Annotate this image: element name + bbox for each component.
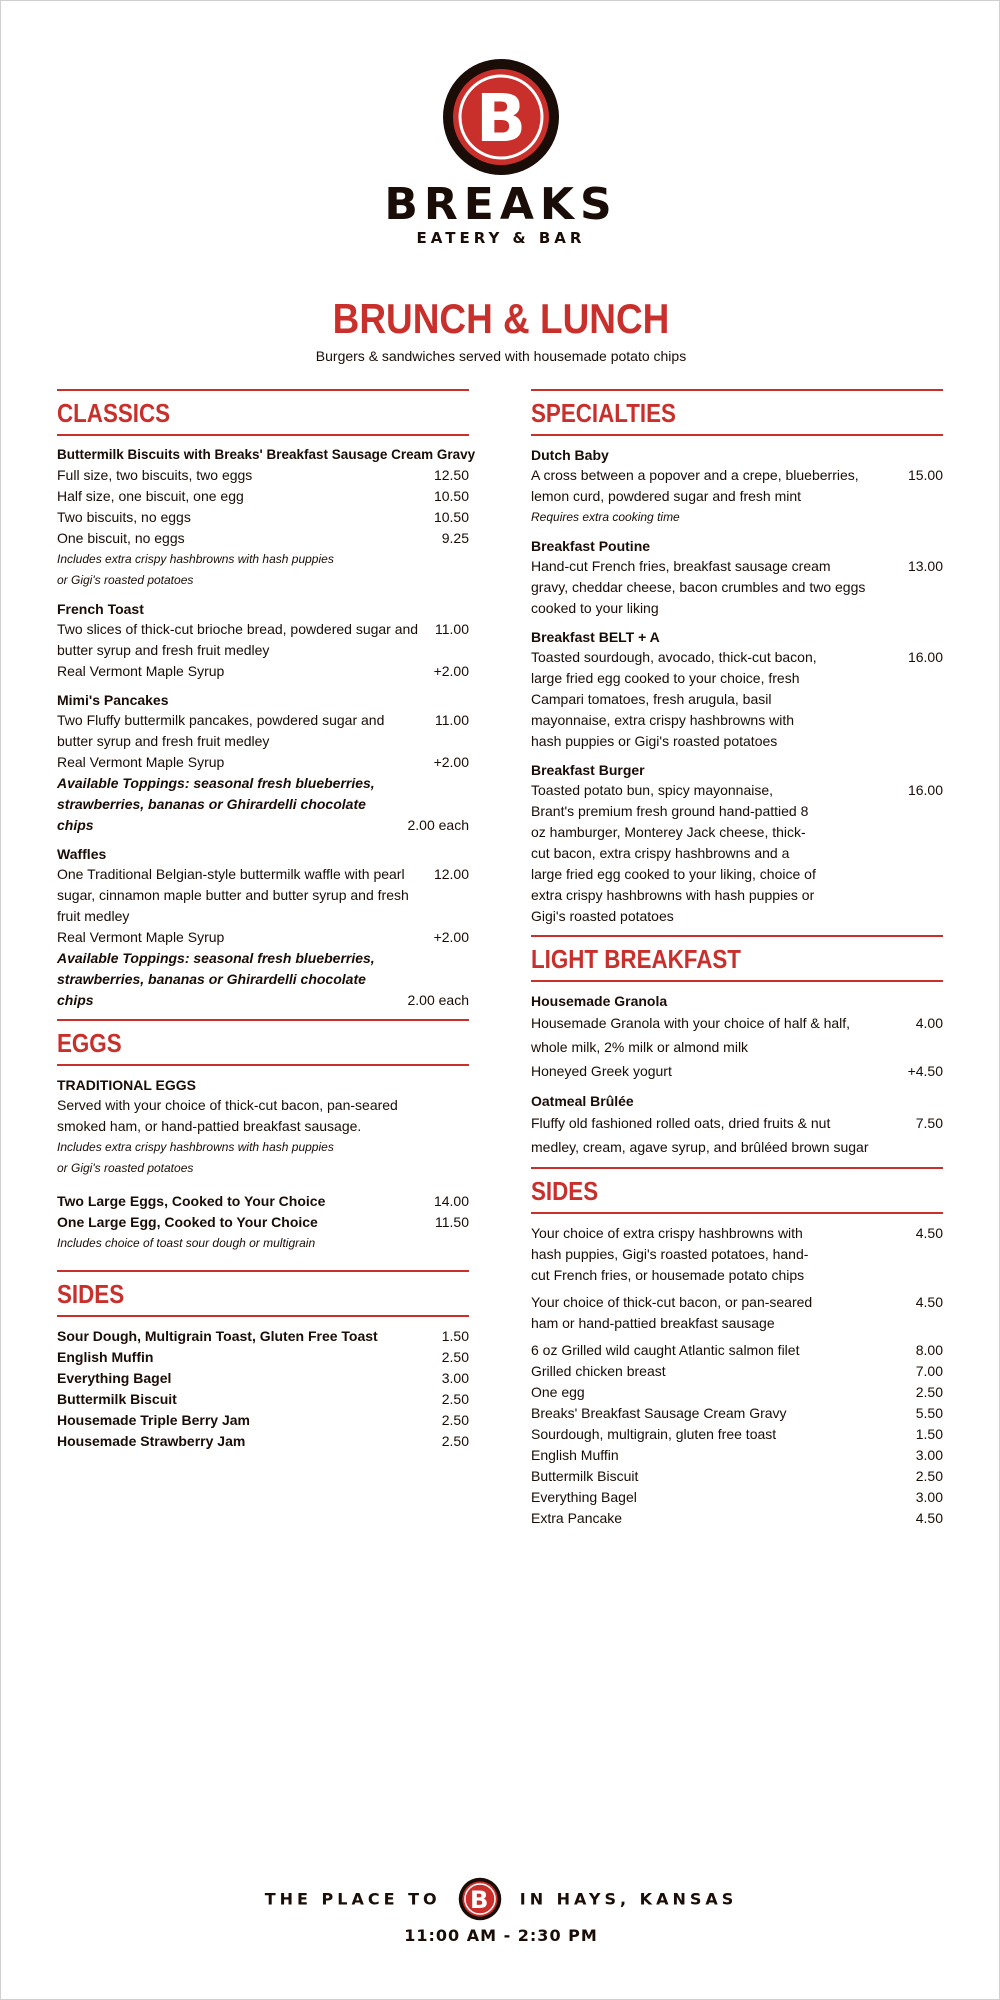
price-row: Everything Bagel 3.00 [57, 1370, 469, 1386]
sides-right-group [531, 1223, 943, 1529]
price-row: Real Vermont Maple Syrup +2.00 [57, 754, 469, 770]
svg-text:B: B [475, 80, 527, 157]
section-specialties [531, 389, 943, 436]
section-title: CLASSICS [57, 398, 171, 428]
section-sides-right [531, 1167, 943, 1214]
item-name: Breakfast Poutine [531, 538, 651, 554]
price-row: Fluffy old fashioned rolled oats, dried fruits & nut medley, cream, agave syrup, and brûléed brown sugar 7.50 [531, 1115, 943, 1155]
section-classics [57, 389, 469, 436]
menu-subtitle: Burgers & sandwiches served with housemade potato chips [315, 348, 687, 364]
right-column [531, 389, 943, 1537]
price-row: Full size, two biscuits, two eggs 12.50 [57, 467, 469, 483]
item-name: Dutch Baby [531, 447, 609, 463]
price-row: Honeyed Greek yogurt +4.50 [531, 1063, 943, 1079]
price-row: Sourdough, multigrain, gluten free toast 1.50 [531, 1426, 943, 1442]
price-row: Half size, one biscuit, one egg 10.50 [57, 488, 469, 504]
price-row: Housemade Granola with your choice of half & half, whole milk, 2% milk or almond milk 4.00 [531, 1015, 943, 1055]
price-row: Grilled chicken breast 7.00 [531, 1363, 943, 1379]
breaks-logo-icon [441, 57, 561, 177]
item-name: Oatmeal Brûlée [531, 1093, 634, 1109]
price-row: English Muffin 2.50 [57, 1349, 469, 1365]
price-row: Extra Pancake 4.50 [531, 1510, 943, 1526]
sides-left-group [57, 1326, 469, 1452]
tagline-right: IN HAYS, KANSAS [519, 1889, 738, 1909]
tagline-left: THE PLACE TO [264, 1889, 441, 1909]
french-toast-group [57, 599, 469, 682]
item-name: Mimi's Pancakes [57, 692, 169, 708]
left-column [57, 389, 476, 1460]
price-row: Hand-cut French fries, breakfast sausage cream gravy, cheddar cheese, bacon crumbles and two eggs cooked to your liking 13.00 [531, 558, 943, 616]
granola-group [531, 991, 943, 1083]
item-note: or Gigi's roasted potatoes [57, 1161, 194, 1175]
price-row: Sour Dough, Multigrain Toast, Gluten Free Toast 1.50 [57, 1328, 469, 1344]
price-row: Your choice of extra crispy hashbrowns with hash puppies, Gigi's roasted potatoes, hand-cut French fries, or housemade potato chips 4.50 [531, 1225, 943, 1283]
poutine-group [531, 536, 943, 619]
price-row: One biscuit, no eggs 9.25 [57, 530, 469, 546]
price-row: Breaks' Breakfast Sausage Cream Gravy 5.50 [531, 1405, 943, 1421]
item-note: Requires extra cooking time [531, 510, 680, 524]
section-eggs [57, 1019, 469, 1066]
price-row: One Large Egg, Cooked to Your Choice 11.50 [57, 1214, 469, 1230]
opening-hours: 11:00 AM - 2:30 PM [404, 1926, 598, 1945]
price-row: One egg 2.50 [531, 1384, 943, 1400]
section-light-breakfast [531, 935, 943, 982]
price-row: Available Toppings: seasonal fresh blueberries, strawberries, bananas or Ghirardelli chocolate chips 2.00 each [57, 950, 469, 1008]
oatmeal-group [531, 1091, 943, 1159]
svg-text:B: B [470, 1885, 491, 1914]
price-row: English Muffin 3.00 [531, 1447, 943, 1463]
item-name: Breakfast BELT + A [531, 629, 660, 645]
price-row: Housemade Triple Berry Jam 2.50 [57, 1412, 469, 1428]
brand-name: BREAKS [384, 179, 618, 230]
item-note: Includes extra crispy hashbrowns with hash puppies [57, 1140, 334, 1154]
biscuits-group [57, 445, 476, 591]
price-row: Two Large Eggs, Cooked to Your Choice 14.00 [57, 1193, 469, 1209]
price-row: Toasted sourdough, avocado, thick-cut bacon, large fried egg cooked to your choice, fresh Campari tomatoes, fresh arugula, basil mayonnaise, extra crispy hashbrowns with hash puppies or Gigi's roasted potatoes 16.00 [531, 649, 943, 749]
item-note: Includes extra crispy hashbrowns with hash puppies [57, 552, 334, 566]
item-note: Includes choice of toast sour dough or multigrain [57, 1236, 316, 1250]
section-sides-left [57, 1270, 469, 1317]
price-row: Available Toppings: seasonal fresh blueberries, strawberries, bananas or Ghirardelli chocolate chips 2.00 each [57, 775, 469, 833]
section-title: SIDES [531, 1176, 599, 1206]
price-row: Your choice of thick-cut bacon, or pan-seared ham or hand-pattied breakfast sausage 4.50 [531, 1294, 943, 1331]
section-title: SIDES [57, 1279, 125, 1309]
footer-tagline [1, 1877, 1000, 1921]
price-row: Real Vermont Maple Syrup +2.00 [57, 663, 469, 679]
price-row: A cross between a popover and a crepe, blueberries, lemon curd, powdered sugar and fresh mint 15.00 [531, 467, 943, 504]
item-name: French Toast [57, 601, 144, 617]
price-row: Buttermilk Biscuit 2.50 [531, 1468, 943, 1484]
item-name: Housemade Granola [531, 993, 668, 1009]
price-row: Toasted potato bun, spicy mayonnaise, Brant's premium fresh ground hand-pattied 8 oz hamburger, Monterey Jack cheese, thick-cut bacon, extra crispy hashbrowns and a large fried egg cooked to your liking, choice of extra crispy hashbrowns with hash puppies or Gigi's roasted potatoes 16.00 [531, 782, 943, 924]
belt-group [531, 627, 943, 752]
price-row: 6 oz Grilled wild caught Atlantic salmon filet 8.00 [531, 1342, 943, 1358]
section-title: LIGHT BREAKFAST [531, 944, 741, 974]
breaks-mini-logo-icon [458, 1877, 502, 1921]
price-row: Buttermilk Biscuit 2.50 [57, 1391, 469, 1407]
price-row: Two slices of thick-cut brioche bread, powdered sugar and butter syrup and fresh fruit medley 11.00 [57, 621, 469, 658]
burger-group [531, 760, 943, 927]
item-note: or Gigi's roasted potatoes [57, 573, 194, 587]
section-title: SPECIALTIES [531, 398, 676, 428]
eggs-group [57, 1075, 469, 1254]
price-row: Everything Bagel 3.00 [531, 1489, 943, 1505]
item-name: Breakfast Burger [531, 762, 645, 778]
price-row: One Traditional Belgian-style buttermilk waffle with pearl sugar, cinnamon maple butter and butter syrup and fresh fruit medley 12.00 [57, 866, 469, 924]
waffles-group [57, 844, 469, 1011]
item-name: TRADITIONAL EGGS [57, 1077, 196, 1093]
section-title: EGGS [57, 1028, 122, 1058]
price-row: Real Vermont Maple Syrup +2.00 [57, 929, 469, 945]
dutch-baby-group [531, 445, 943, 528]
price-row: Two biscuits, no eggs 10.50 [57, 509, 469, 525]
item-description: Served with your choice of thick-cut bacon, pan-seared smoked ham, or hand-pattied breakfast sausage. [57, 1097, 398, 1134]
price-row: Housemade Strawberry Jam 2.50 [57, 1433, 469, 1449]
menu-title: BRUNCH & LUNCH [332, 295, 670, 342]
item-name: Waffles [57, 846, 107, 862]
price-row: Two Fluffy buttermilk pancakes, powdered sugar and butter syrup and fresh fruit medley 11.00 [57, 712, 469, 749]
pancakes-group [57, 690, 469, 836]
brand-subtitle: EATERY & BAR [416, 229, 586, 247]
item-name: Buttermilk Biscuits with Breaks' Breakfast Sausage Cream Gravy [57, 447, 476, 462]
